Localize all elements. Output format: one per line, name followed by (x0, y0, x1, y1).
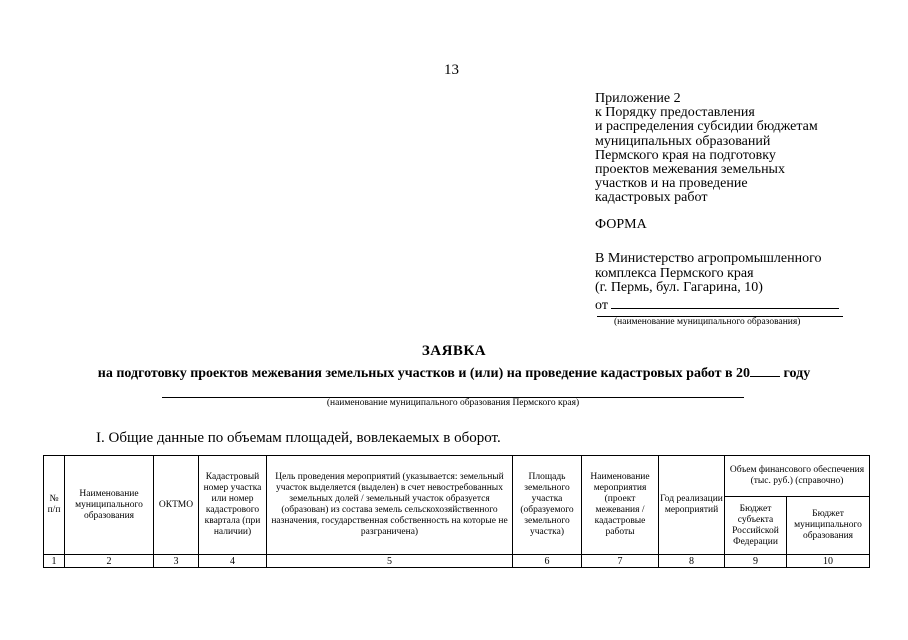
column-number: 5 (267, 555, 513, 568)
appendix-line: к Порядку предоставления (595, 105, 755, 121)
header-municipality: Наименование муниципального образования (65, 456, 154, 555)
column-number: 6 (513, 555, 582, 568)
header-num: № п/п (44, 456, 65, 555)
column-number: 7 (582, 555, 659, 568)
header-funding: Объем финансового обеспечения (тыс. руб.) (справочно) (725, 456, 870, 497)
appendix-line: муниципальных образований (595, 133, 771, 149)
header-area: Площадь земельного участка (образуемого земельного участка) (513, 456, 582, 555)
column-number: 2 (65, 555, 154, 568)
appendix-line: Приложение 2 (595, 91, 681, 106)
document-title: ЗАЯВКА (421, 343, 487, 359)
appendix-line: проектов межевания земельных (595, 162, 785, 178)
from-label: от (595, 297, 608, 313)
appendix-line: участков и на проведение (595, 176, 748, 192)
subtitle-text-end: году (780, 366, 811, 381)
municipality-caption: (наименование муниципального образования Пермского края) (326, 398, 580, 408)
appendix-line: Пермского края на подготовку (595, 147, 776, 163)
data-table (43, 455, 870, 568)
header-funding-regional: Бюджет субъекта Российской Федерации (725, 497, 787, 555)
document-subtitle (0, 364, 908, 382)
addressee-line: В Министерство агропромышленного (595, 251, 822, 266)
header-funding-municipal: Бюджет муниципального образования (787, 497, 870, 555)
header-oktmo: ОКТМО (154, 456, 199, 555)
column-number: 1 (44, 555, 65, 568)
column-number: 4 (199, 555, 267, 568)
column-number: 9 (725, 555, 787, 568)
from-row (595, 296, 839, 314)
from-blank-line[interactable] (611, 296, 839, 309)
addressee-line: комплекса Пермского края (595, 265, 754, 281)
form-label: ФОРМА (595, 217, 647, 232)
addressee-block (595, 252, 839, 313)
column-number: 8 (659, 555, 725, 568)
header-year: Год реализации мероприятий (659, 456, 725, 555)
addressee-line: (г. Пермь, бул. Гагарина, 10) (595, 280, 763, 295)
appendix-line: и распределения субсидии бюджетам (595, 119, 818, 135)
year-blank-line[interactable] (750, 364, 780, 377)
page-number: 13 (444, 62, 459, 78)
header-purpose: Цель проведения мероприятий (указывается: земельный участок выделяется (выделен) в счет невостребованных земельных долей / земельный участок образуется (образован) из состава земель сельскохозяйственного назначения, государственная собственность на которые не разграничена) (267, 456, 513, 555)
appendix-block (595, 92, 818, 206)
subtitle-text: на подготовку проектов межевания земельных участков и (или) на проведение кадастровых работ в 20 (97, 366, 751, 381)
header-cadastral: Кадастровый номер участка или номер кадастрового квартала (при наличии) (199, 456, 267, 555)
header-event-name: Наименование мероприятия (проект межевания / кадастровые работы (582, 456, 659, 555)
section-heading: I. Общие данные по объемам площадей, вовлекаемых в оборот. (96, 430, 501, 446)
appendix-line: кадастровых работ (595, 190, 708, 206)
column-number: 3 (154, 555, 199, 568)
from-caption: (наименование муниципального образования) (614, 317, 801, 327)
column-number: 10 (787, 555, 870, 568)
